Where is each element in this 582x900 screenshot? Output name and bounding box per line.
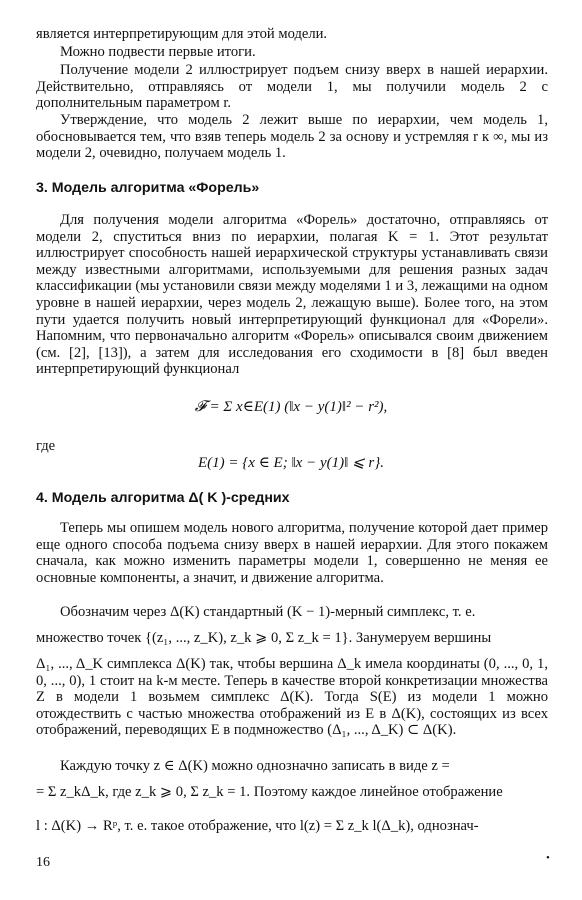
section-4-paragraph-3a: Каждую точку z ∈ Δ(K) можно однозначно записать в виде z =	[60, 758, 450, 774]
section-4-paragraph-2c: Δ₁, ..., Δ_K симплекса Δ(K) так, чтобы вершина Δ_k имела координаты (0, ..., 0, 1, 0, ..., 0), 1 стоит на k-м месте. Теперь в качестве второй конкретизации множества Z в модели 1 возьмем симплекс Δ(K). Тогда S(E) из модели 1 можно отождествить с частью множества отображений из E в Δ(K), состоящих из всех отображений, переводящих E в подмножество (Δ₁, ..., Δ_K) ⊂ Δ(K).	[36, 656, 548, 739]
where-label: где	[36, 438, 56, 454]
intro-line-2: Можно подвести первые итоги.	[60, 44, 256, 60]
margin-mark: •	[546, 852, 550, 864]
intro-para-1: Получение модели 2 иллюстрирует подъем снизу вверх в нашей иерархии. Действительно, отправляясь от модели 1, мы получили модель 2 с дополнительным параметром r.	[36, 62, 548, 112]
section-4-paragraph-3c: l : Δ(K) → Rᵖ, т. е. такое отображение, что l(z) = Σ z_k l(Δ_k), однознач-	[36, 818, 479, 834]
formula-set-definition: E(1) = {x ∈ E; ‖x − y(1)‖ ⩽ r}.	[198, 455, 384, 471]
section-4-paragraph-1: Теперь мы опишем модель нового алгоритма, получение которой дает пример еще одного способа подъема снизу вверх в нашей иерархии. Для этого покажем сначала, как можно изменить параметры модели 1, совершенно не меняя ее основные компоненты, а значит, и движение алгоритма.	[36, 520, 548, 586]
intro-para-2: Утверждение, что модель 2 лежит выше по иерархии, чем модель 1, обосновывается тем, что взяв теперь модель 2 за основу и устремляя r к ∞, мы из модели 2, очевидно, получаем модель 1.	[36, 112, 548, 162]
section-3-paragraph: Для получения модели алгоритма «Форель» достаточно, отправляясь от модели 2, спуститься вниз по иерархии, полагая K = 1. Этот результат иллюстрирует способность нашей иерархической структуры устанавливать связи между известными алгоритмами, используемыми для решения разных задач классификации (мы установили связи между моделями 1 и 3, лежащими на одном уровне в нашей иерархии, через модель 2, лежащую выше). Более того, на этом пути удается получить новый интерпретирующий функционал для «Форели». Напомним, что первоначально алгоритм «Форель» описывался своим движением (см. [2], [13]), а затем для исследования его сходимости в [8] был введен интерпретирующий функционал	[36, 212, 548, 378]
section-4-paragraph-3b: = Σ z_kΔ_k, где z_k ⩾ 0, Σ z_k = 1. Поэтому каждое линейное отображение	[36, 784, 503, 800]
section-4-paragraph-2a: Обозначим через Δ(K) стандартный (K − 1)-мерный симплекс, т. е.	[60, 604, 476, 620]
intro-line-1: является интерпретирующим для этой модели.	[36, 26, 328, 42]
formula-functional: 𝓕 = Σ x∈E(1) (‖x − y(1)‖² − r²),	[194, 399, 388, 415]
section-3-title: 3. Модель алгоритма «Форель»	[36, 180, 260, 196]
page-number: 16	[36, 855, 50, 870]
section-4-paragraph-2b: множество точек {(z₁, ..., z_K), z_k ⩾ 0, Σ z_k = 1}. Занумеруем вершины	[36, 630, 492, 646]
section-4-title: 4. Модель алгоритма Δ( K )-средних	[36, 490, 290, 506]
